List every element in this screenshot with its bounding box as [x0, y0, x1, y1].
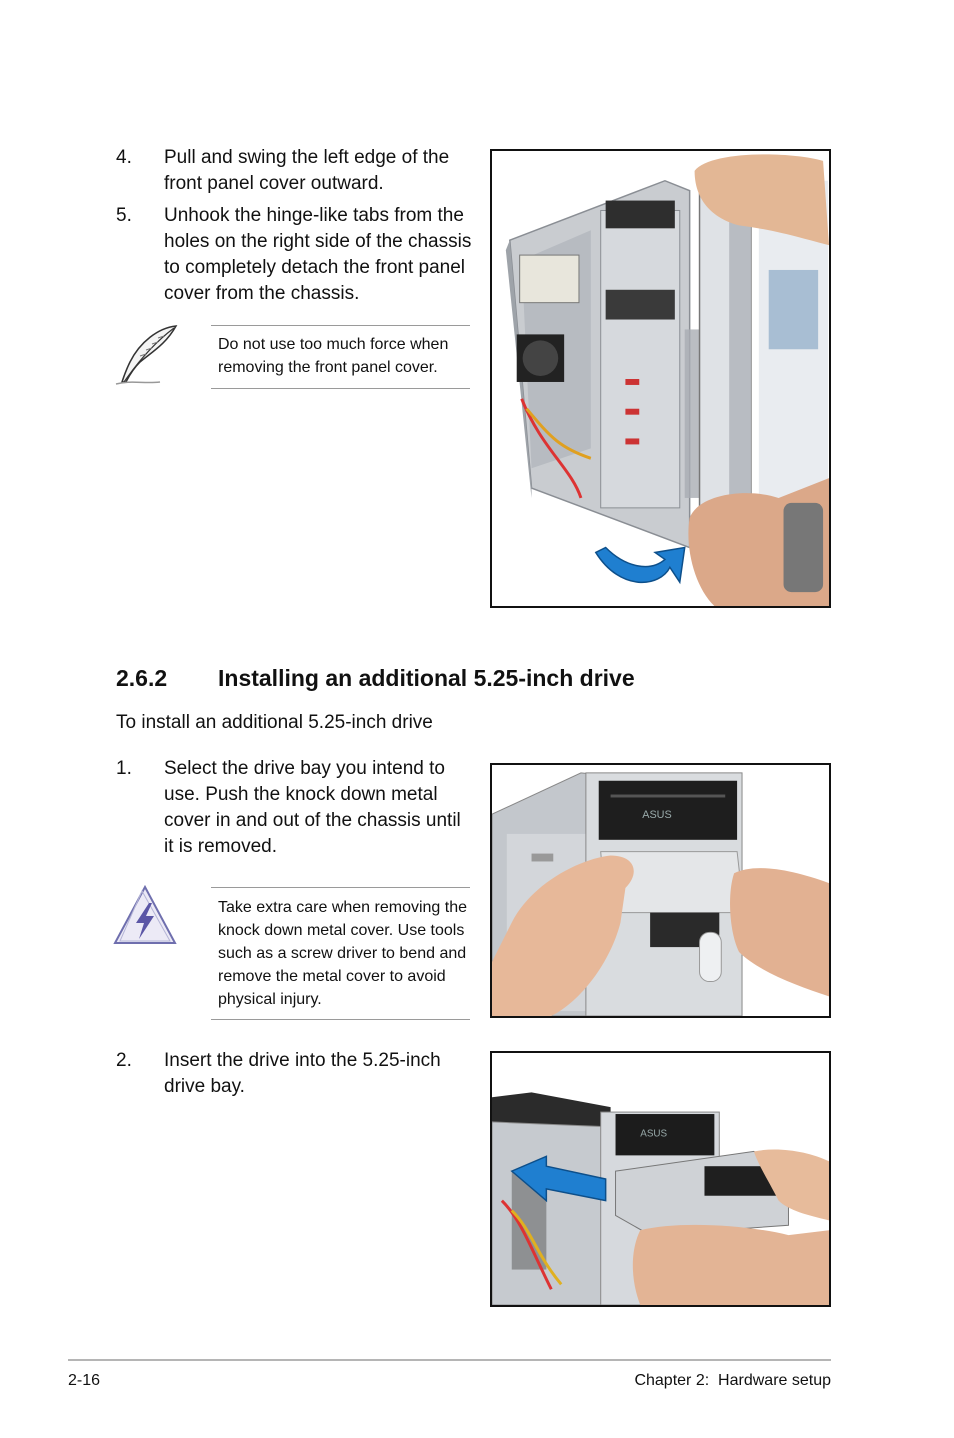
footer-rule — [68, 1359, 831, 1361]
step-number: 2. — [116, 1050, 132, 1071]
intro-text: To install an additional 5.25-inch drive — [116, 712, 433, 733]
step-number: 4. — [116, 147, 132, 168]
step-text: Select the drive bay you intend to use. Push the knock down metal cover in and out of the chassis until it is removed. — [164, 758, 461, 857]
drive-brand-label: ASUS — [640, 1128, 668, 1140]
photo-metal-cover-removal — [490, 763, 831, 1018]
lightning-warning-icon — [112, 883, 178, 949]
note-text: Do not use too much force when removing the front panel cover. — [218, 336, 449, 376]
note-rule-top — [211, 325, 470, 326]
warning-rule-top — [211, 887, 470, 888]
step-number: 5. — [116, 205, 132, 226]
page-number: 2-16 — [68, 1372, 101, 1389]
quill-pen-icon — [112, 322, 184, 390]
step-4 — [116, 145, 486, 205]
chapter-title: Chapter 2: Hardware setup — [634, 1372, 831, 1389]
section-title: Installing an additional 5.25-inch drive — [218, 665, 635, 691]
step-2 — [116, 1048, 486, 1108]
photo-drive-insertion — [490, 1051, 831, 1307]
section-heading — [116, 665, 816, 697]
warning-text: Take extra care when removing the knock down metal cover. Use tools such as a screw driver to bend and remove the metal cover to avoid physical injury. — [218, 899, 468, 1008]
note-rule-bottom — [211, 388, 470, 389]
step-text: Insert the drive into the 5.25-inch drive bay. — [164, 1050, 441, 1097]
warning-rule-bottom — [211, 1019, 470, 1020]
step-1 — [116, 756, 486, 866]
step-text: Unhook the hinge-like tabs from the holes on the right side of the chassis to completely detach the front panel cover from the chassis. — [164, 205, 472, 304]
step-5 — [116, 203, 486, 313]
photo-front-panel-removal — [490, 149, 831, 608]
drive-brand-label: ASUS — [642, 809, 672, 822]
section-number: 2.6.2 — [116, 665, 168, 691]
step-text: Pull and swing the left edge of the front panel cover outward. — [164, 147, 450, 194]
step-number: 1. — [116, 758, 132, 779]
